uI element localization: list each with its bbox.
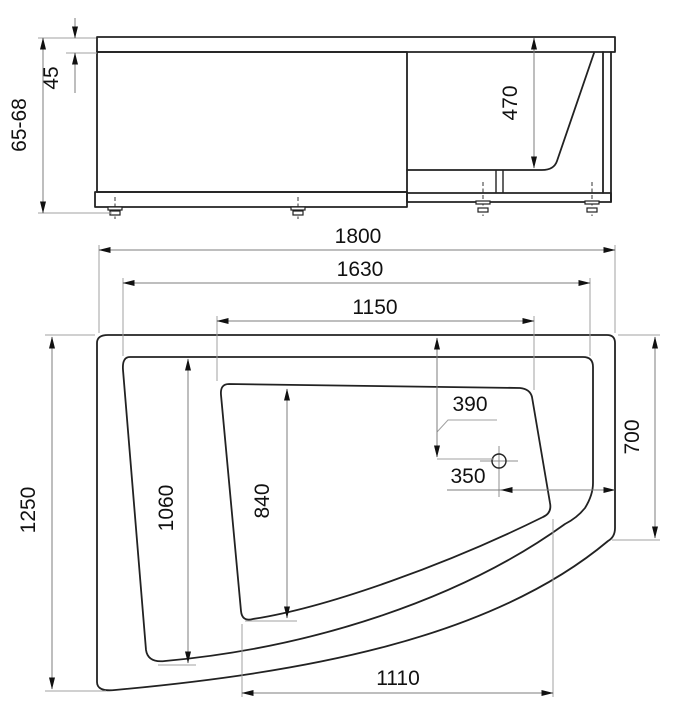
dim-label-inner-depth: 470 [499,85,522,121]
dim-label-overall-width: 1250 [17,486,40,534]
dimension-basin-top-length [217,296,534,390]
adjustable-foot [476,182,490,216]
dimension-basin-left-length [245,389,297,621]
dim-label-basin-top-length: 1150 [352,296,398,319]
dim-label-rim-length: 1630 [336,258,384,281]
dimension-overall-width [17,335,106,691]
right-wall [603,52,611,202]
front-elevation-view [8,18,615,219]
dim-label-drain-offset-vertical: 390 [452,393,488,416]
dim-label-basin-left-length: 840 [251,483,274,519]
apron-plinth [95,192,407,207]
dim-label-drain-offset-horizontal: 350 [450,465,486,488]
plan-view [17,225,660,697]
dim-label-rim-left-length: 1060 [155,484,178,532]
dimension-rim-left-length [155,359,196,665]
dim-label-height-range: 65-68 [8,98,31,152]
adjustable-foot [585,182,599,216]
dimension-basin-bottom-length [242,519,553,697]
dim-label-overall-length: 1800 [334,225,382,248]
dim-label-right-end-width: 700 [621,419,644,455]
adjustable-foot [108,197,122,219]
rim-outline [123,357,593,661]
rim-band [97,37,615,52]
dim-label-basin-bottom-length: 1110 [376,667,420,690]
dim-label-rim-thickness: 45 [40,66,63,90]
dimension-drain-offset-horizontal [447,465,615,490]
dimension-inner-depth [499,38,534,168]
drain-symbol [480,446,518,497]
base-frame-rail [407,193,611,202]
front-apron-panel [97,52,407,192]
dimension-rim-thickness [40,18,97,93]
adjustable-foot [291,197,305,219]
support-post [496,170,503,193]
dimension-right-end-width [612,335,660,540]
